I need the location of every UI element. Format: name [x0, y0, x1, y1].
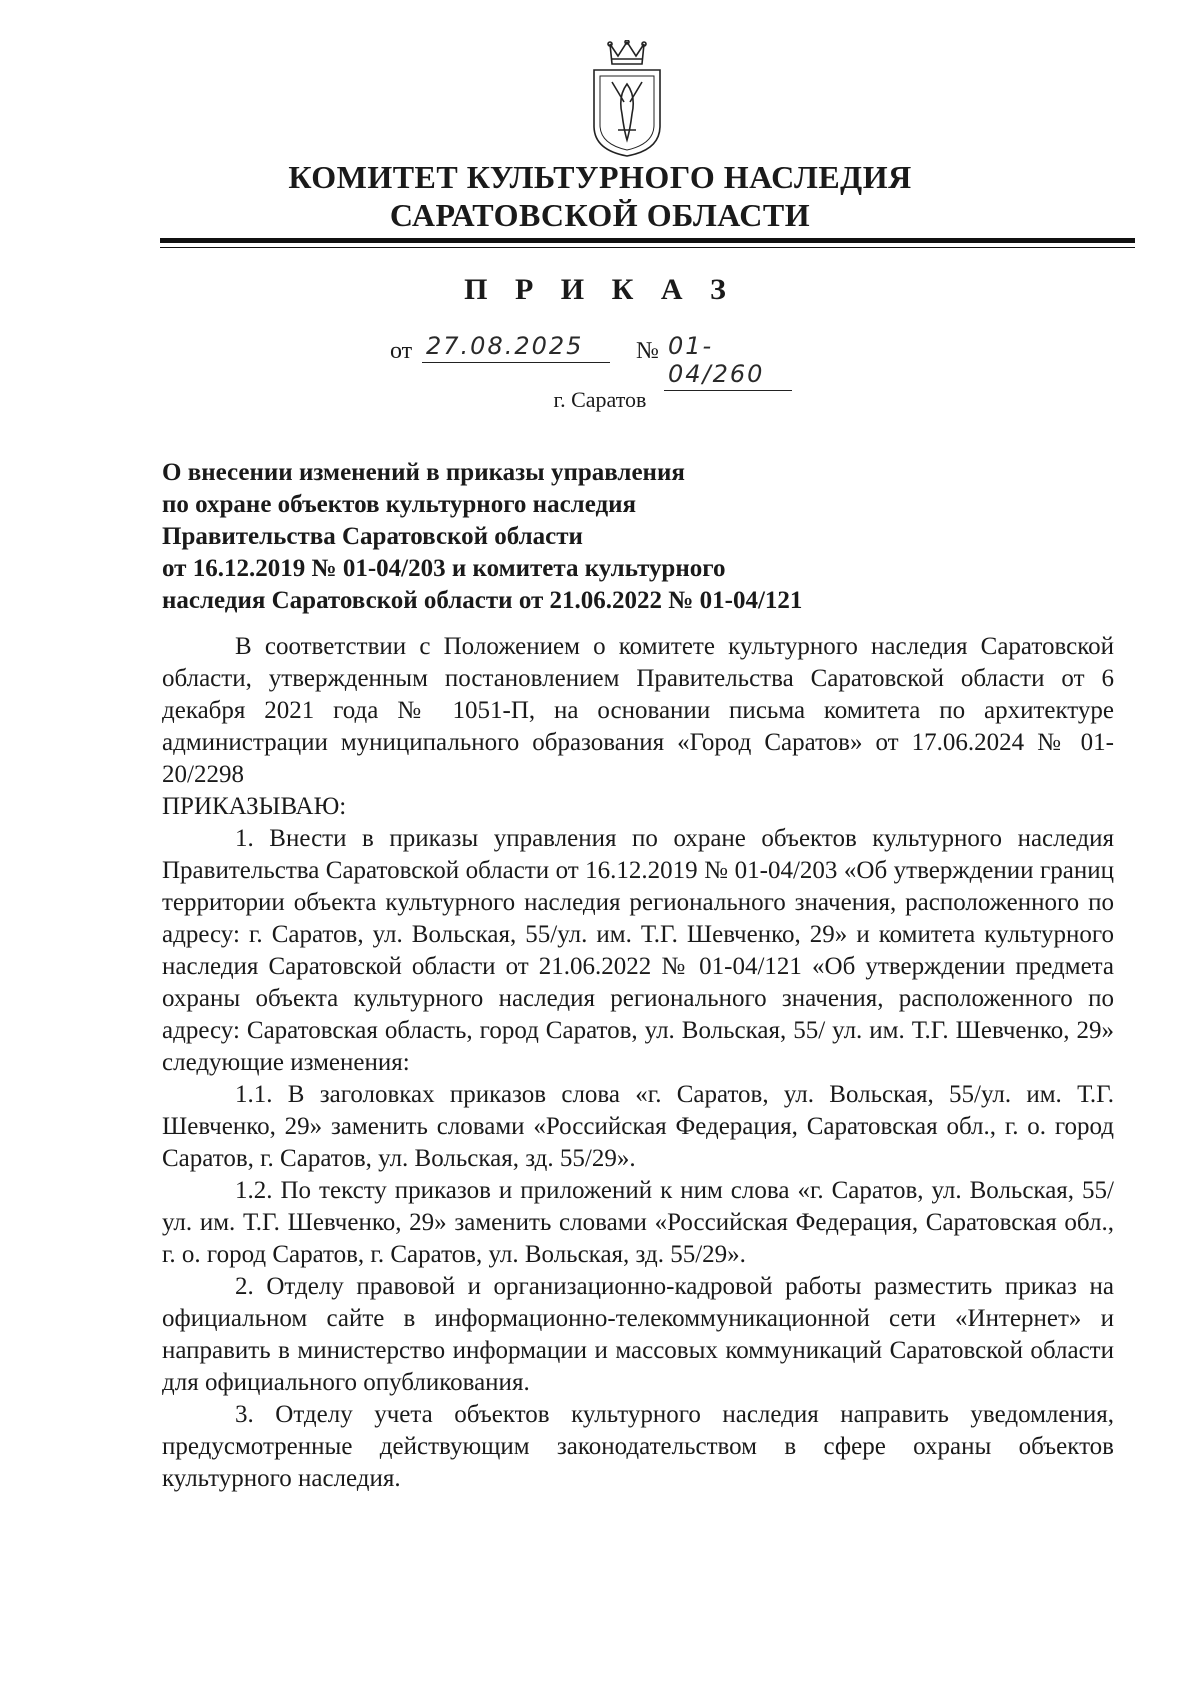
header-divider-thick — [160, 238, 1135, 243]
document-title — [162, 457, 1042, 617]
paragraph-item-2: 2. Отделу правовой и организационно-кадровой работы разместить приказ на официальном сайте в информационно-телекоммуникационной сети «Интернет» и направить в министерство информации и массовых коммуникаций Саратовской области для официального опубликования. — [162, 1273, 1114, 1396]
paragraph-item-3: 3. Отделу учета объектов культурного наследия направить уведомления, предусмотренные действующим законодательством в сфере охраны объектов культурного наследия. — [162, 1401, 1114, 1492]
document-body — [162, 631, 1114, 1495]
title-line: О внесении изменений в приказы управления — [162, 459, 685, 486]
city: г. Саратов — [553, 387, 647, 412]
date-value: 27.08.2025 — [422, 332, 610, 363]
title-line: от 16.12.2019 № 01-04/203 и комитета культурного — [162, 555, 726, 582]
paragraph-item-1-1: 1.1. В заголовках приказов слова «г. Саратов, ул. Вольская, 55/ул. им. Т.Г. Шевченко, 29» заменить словами «Российская Федерация, Саратовская обл., г. о. город Саратов, г. Саратов, ул. Вольская, зд. 55/29». — [162, 1081, 1114, 1172]
organization-name-line1: КОМИТЕТ КУЛЬТУРНОГО НАСЛЕДИЯ — [288, 159, 912, 195]
paragraph-item-1-2: 1.2. По тексту приказов и приложений к ним слова «г. Саратов, ул. Вольская, 55/ул. им. Т.Г. Шевченко, 29» заменить словами «Российская Федерация, Саратовская обл., г. о. город Саратов, г. Саратов, ул. Вольская, зд. 55/29». — [162, 1177, 1114, 1268]
date-label: от — [390, 338, 413, 364]
title-line: Правительства Саратовской области — [162, 523, 583, 550]
number-value: 01-04/260 — [664, 332, 792, 391]
header-divider-thin — [160, 247, 1135, 248]
paragraph-item-1: 1. Внести в приказы управления по охране объектов культурного наследия Правительства Саратовской области от 16.12.2019 № 01-04/203 «Об утверждении границ территории объекта культурного наследия регионального значения, расположенного по адресу: г. Саратов, ул. Вольская, 55/ул. им. Т.Г. Шевченко, 29» и комитета культурного наследия Саратовской области от 21.06.2022 № 01-04/121 «Об утверждении предмета охраны объекта культурного наследия регионального значения, расположенного по адресу: Саратовская область, город Саратов, ул. Вольская, 55/ ул. им. Т.Г. Шевченко, 29» следующие изменения: — [162, 825, 1114, 1076]
date-number-line — [0, 332, 1200, 388]
title-line: наследия Саратовской области от 21.06.2022 № 01-04/121 — [162, 587, 803, 614]
organization-name-line2: САРАТОВСКОЙ ОБЛАСТИ — [389, 197, 811, 233]
title-line: по охране объектов культурного наследия — [162, 491, 637, 518]
coat-of-arms-icon — [588, 40, 666, 158]
number-label: № — [636, 338, 659, 364]
document-type: П Р И К А З — [464, 273, 736, 306]
order-word: ПРИКАЗЫВАЮ: — [162, 793, 347, 820]
preamble-paragraph: В соответствии с Положением о комитете культурного наследия Саратовской области, утвержденным постановлением Правительства Саратовской области от 6 декабря 2021 года № 1051-П, на основании письма комитета по архитектуре администрации муниципального образования «Город Саратов» от 17.06.2024 № 01-20/2298 — [162, 633, 1114, 788]
